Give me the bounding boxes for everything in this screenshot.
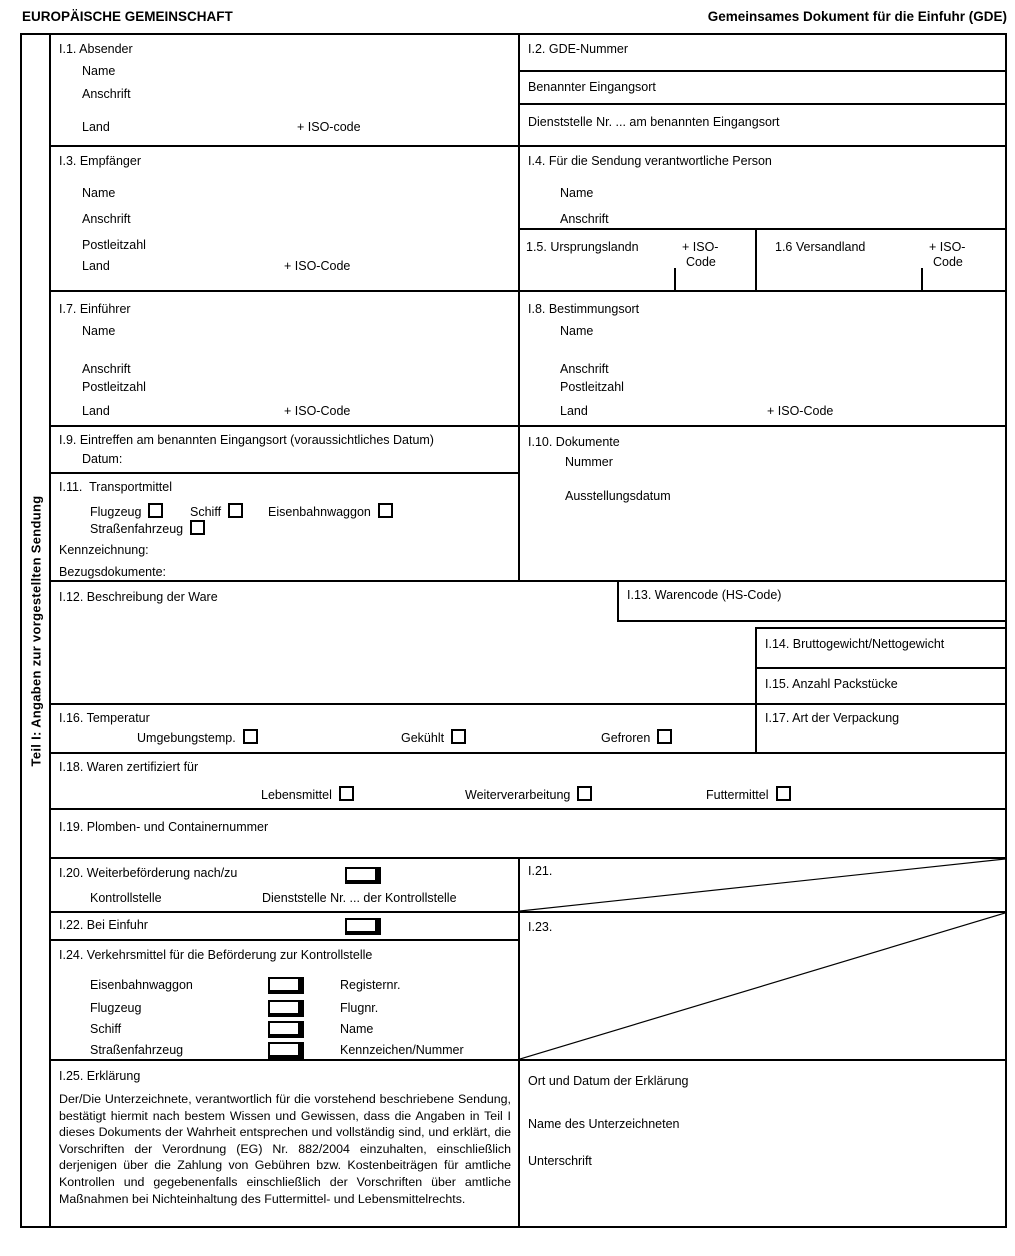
- field-i2-office-cell: [518, 103, 1005, 145]
- field-i14-title: I.14. Bruttogewicht/Nettogewicht: [765, 637, 945, 651]
- field-i16-umgebungstemp-label: Umgebungstemp.: [137, 731, 236, 745]
- part-one-side-strip: [22, 35, 51, 1226]
- field-i1-name-label: Name: [82, 64, 116, 78]
- document-header-left: EUROPÄISCHE GEMEINSCHAFT: [22, 9, 233, 24]
- field-i11-schiff-label: Schiff: [190, 505, 222, 519]
- field-i5-iso-label-line1: + ISO-: [682, 240, 719, 254]
- umgebungstemp-checkbox[interactable]: [243, 729, 258, 744]
- field-i11-flugzeug-label: Flugzeug: [90, 505, 142, 519]
- field-i5-title: 1.5. Ursprungslandn: [526, 240, 639, 254]
- eisenbahnwaggon-checkbox[interactable]: [378, 503, 393, 518]
- field-i3-anschrift-label: Anschrift: [82, 212, 131, 226]
- field-i24-title: I.24. Verkehrsmittel für die Beförderung zur Kontrollstelle: [59, 948, 373, 962]
- field-i4-cell: [518, 145, 1005, 228]
- field-i2-entry-point-cell: [518, 70, 1005, 103]
- field-i4-anschrift-label: Anschrift: [560, 212, 609, 226]
- field-i11-option-eisenbahnwaggon: [268, 503, 393, 519]
- field-i23-cell: [518, 911, 1005, 1059]
- field-i11-option-strassenfahrzeug: [90, 520, 205, 536]
- field-i15-title: I.15. Anzahl Packstücke: [765, 677, 898, 691]
- field-i3-iso-label: + ISO-Code: [284, 259, 351, 273]
- field-i1-iso-label: + ISO-code: [297, 120, 361, 134]
- field-i16-option-gefroren: [601, 729, 672, 745]
- field-i5-cell: [518, 228, 755, 290]
- field-i19-title: I.19. Plomben- und Containernummer: [59, 820, 269, 834]
- field-i4-name-label: Name: [560, 186, 594, 200]
- field-i3-land-label: Land: [82, 259, 110, 273]
- gekuehlt-checkbox[interactable]: [451, 729, 466, 744]
- field-i18-futtermittel-label: Futtermittel: [706, 788, 769, 802]
- field-i24-row-eisenbahnwaggon-label: Eisenbahnwaggon: [90, 978, 193, 992]
- field-i9-title: I.9. Eintreffen am benannten Eingangsort (voraussichtliches Datum): [59, 433, 434, 447]
- field-i8-plz-label: Postleitzahl: [560, 380, 624, 394]
- field-i13-title: I.13. Warencode (HS-Code): [627, 588, 782, 602]
- flugzeug-checkbox[interactable]: [148, 503, 163, 518]
- field-i24-row-registernr-label: Registernr.: [340, 978, 401, 992]
- field-i25-declaration-paragraph: Der/Die Unterzeichnete, verantwortlich für die vorstehend beschriebene Sendung, bestätigt hiermit nach bestem Wissen und Gewissen, dass die Angaben in Teil I dieses Dokuments der Wahrheit entsprechen und vollständig sind, und erklärt, die Vorschriften der Verordnung (EG) Nr. 882/2004 einzuhalten, einschließlich derjenigen über die Zahlung von Gebühren bzw. Kostenbeiträgen für amtliche Kontrollen und gegebenenfalls einschließlich der Vorschriften über amtliche Maßnahmen bei Nichteinhaltung des Futtermittel- und Lebensmittelrechts.: [59, 1092, 511, 1206]
- field-i20-kontrollstelle-label: Kontrollstelle: [90, 891, 162, 905]
- field-i5-code-divider: [674, 268, 676, 290]
- field-i1-title: I.1. Absender: [59, 42, 133, 56]
- field-i7-title: I.7. Einführer: [59, 302, 131, 316]
- field-i11-eisenbahnwaggon-label: Eisenbahnwaggon: [268, 505, 371, 519]
- i21-diagonal-line: [520, 859, 1005, 911]
- i24-schiff-checkbox[interactable]: [268, 1021, 304, 1038]
- field-i24-row-name-label: Name: [340, 1022, 374, 1036]
- field-i1-cell: [51, 35, 518, 145]
- field-i11-cell: [51, 472, 518, 580]
- field-i2-entry-point-label: Benannter Eingangsort: [528, 80, 656, 94]
- field-i1-land-label: Land: [82, 120, 110, 134]
- field-i11-bezugsdokumente-label: Bezugsdokumente:: [59, 565, 167, 579]
- field-i6-iso-label-line2: Code: [933, 255, 963, 269]
- field-i16-title: I.16. Temperatur: [59, 711, 150, 725]
- field-i8-land-label: Land: [560, 404, 588, 418]
- field-i11-strassenfahrzeug-label: Straßenfahrzeug: [90, 522, 184, 536]
- signature-name-label: Name des Unterzeichneten: [528, 1117, 680, 1131]
- field-i22-cell: [51, 911, 518, 939]
- schiff-checkbox[interactable]: [228, 503, 243, 518]
- field-i8-name-label: Name: [560, 324, 594, 338]
- field-i24-cell: [51, 939, 518, 1059]
- field-i17-title: I.17. Art der Verpackung: [765, 711, 900, 725]
- field-i25-title: I.25. Erklärung: [59, 1069, 141, 1083]
- field-i4-title: I.4. Für die Sendung verantwortliche Person: [528, 154, 772, 168]
- field-i10-ausstellungsdatum-label: Ausstellungsdatum: [565, 489, 671, 503]
- i23-diagonal-line: [520, 913, 1005, 1059]
- field-i6-cell: [755, 228, 1005, 290]
- field-i25-cell: [51, 1059, 518, 1226]
- signature-ort-datum-label: Ort und Datum der Erklärung: [528, 1074, 689, 1088]
- field-i24-row-kennzeichen-label: Kennzeichen/Nummer: [340, 1043, 464, 1057]
- field-i8-iso-label: + ISO-Code: [767, 404, 834, 418]
- field-i11-option-schiff: [190, 503, 243, 519]
- signature-block-cell: [518, 1059, 1005, 1226]
- field-i17-cell: [755, 703, 1005, 752]
- field-i18-lebensmittel-label: Lebensmittel: [261, 788, 332, 802]
- weiterbefoerderung-checkbox[interactable]: [345, 867, 381, 884]
- field-i9-cell: [51, 425, 518, 472]
- field-i2-title: I.2. GDE-Nummer: [528, 42, 629, 56]
- i24-eisenbahnwaggon-checkbox[interactable]: [268, 977, 304, 994]
- field-i20-dienststelle-label: Dienststelle Nr. ... der Kontrollstelle: [262, 891, 457, 905]
- i24-flugzeug-checkbox[interactable]: [268, 1000, 304, 1017]
- form-main-area: [51, 35, 1005, 1226]
- weiterverarbeitung-checkbox[interactable]: [577, 786, 592, 801]
- field-i2-office-label: Dienststelle Nr. ... am benannten Eingangsort: [528, 115, 780, 129]
- field-i7-anschrift-label: Anschrift: [82, 362, 131, 376]
- document-header-right: Gemeinsames Dokument für die Einfuhr (GDE): [707, 9, 1007, 24]
- field-i15-cell: [755, 667, 1005, 703]
- field-i7-cell: [51, 290, 518, 425]
- field-i7-name-label: Name: [82, 324, 116, 338]
- form-table: [20, 33, 1007, 1228]
- field-i10-title: I.10. Dokumente: [528, 435, 620, 449]
- field-i23-title: I.23.: [528, 920, 553, 934]
- field-i24-row-schiff-label: Schiff: [90, 1022, 122, 1036]
- field-i11-kennzeichnung-label: Kennzeichnung:: [59, 543, 149, 557]
- field-i18-title: I.18. Waren zertifiziert für: [59, 760, 199, 774]
- field-i8-cell: [518, 290, 1005, 425]
- field-i6-iso-label-line1: + ISO-: [929, 240, 966, 254]
- field-i20-cell: [51, 857, 518, 911]
- field-i19-cell: [51, 808, 1005, 857]
- field-i10-cell: [518, 425, 1005, 580]
- field-i8-anschrift-label: Anschrift: [560, 362, 609, 376]
- field-i11-title: I.11. Transportmittel: [59, 480, 173, 494]
- futtermittel-checkbox[interactable]: [776, 786, 791, 801]
- field-i1-anschrift-label: Anschrift: [82, 87, 131, 101]
- field-i18-option-lebensmittel: [261, 786, 354, 802]
- field-i24-row-strassenfahrzeug-label: Straßenfahrzeug: [90, 1043, 184, 1057]
- strassenfahrzeug-checkbox[interactable]: [190, 520, 205, 535]
- field-i3-title: I.3. Empfänger: [59, 154, 141, 168]
- lebensmittel-checkbox[interactable]: [339, 786, 354, 801]
- part-one-vertical-label: Teil I: Angaben zur vorgestellten Sendung: [28, 495, 43, 766]
- field-i3-cell: [51, 145, 518, 290]
- field-i8-title: I.8. Bestimmungsort: [528, 302, 640, 316]
- field-i16-gefroren-label: Gefroren: [601, 731, 651, 745]
- signature-unterschrift-label: Unterschrift: [528, 1154, 592, 1168]
- field-i24-row-flugnr-label: Flugnr.: [340, 1001, 379, 1015]
- field-i6-title: 1.6 Versandland: [775, 240, 866, 254]
- field-i22-title: I.22. Bei Einfuhr: [59, 918, 148, 932]
- field-i10-nummer-label: Nummer: [565, 455, 613, 469]
- field-i24-row-flugzeug-label: Flugzeug: [90, 1001, 142, 1015]
- field-i18-option-weiterverarbeitung: [465, 786, 592, 802]
- field-i18-option-futtermittel: [706, 786, 791, 802]
- field-i6-code-divider: [921, 268, 923, 290]
- field-i18-cell: [51, 752, 1005, 808]
- field-i7-plz-label: Postleitzahl: [82, 380, 146, 394]
- field-i9-datum-label: Datum:: [82, 452, 123, 466]
- field-i11-option-flugzeug: [90, 503, 163, 519]
- field-i2-cell: [518, 35, 1005, 70]
- field-i16-option-gekuehlt: [401, 729, 466, 745]
- field-i14-cell: [755, 627, 1005, 667]
- field-i20-title: I.20. Weiterbeförderung nach/zu: [59, 866, 238, 880]
- i24-strassenfahrzeug-checkbox[interactable]: [268, 1042, 304, 1059]
- field-i12-title: I.12. Beschreibung der Ware: [59, 590, 218, 604]
- field-i3-plz-label: Postleitzahl: [82, 238, 146, 252]
- field-i7-land-label: Land: [82, 404, 110, 418]
- bei-einfuhr-checkbox[interactable]: [345, 918, 381, 935]
- field-i7-iso-label: + ISO-Code: [284, 404, 351, 418]
- field-i21-title: I.21.: [528, 864, 553, 878]
- field-i5-iso-label-line2: Code: [686, 255, 716, 269]
- field-i13-cell: [617, 580, 1005, 622]
- field-i3-name-label: Name: [82, 186, 116, 200]
- field-i21-cell: [518, 857, 1005, 911]
- field-i16-option-umgebungstemp: [137, 729, 258, 745]
- gefroren-checkbox[interactable]: [657, 729, 672, 744]
- field-i18-weiterverarbeitung-label: Weiterverarbeitung: [465, 788, 571, 802]
- field-i16-gekuehlt-label: Gekühlt: [401, 731, 445, 745]
